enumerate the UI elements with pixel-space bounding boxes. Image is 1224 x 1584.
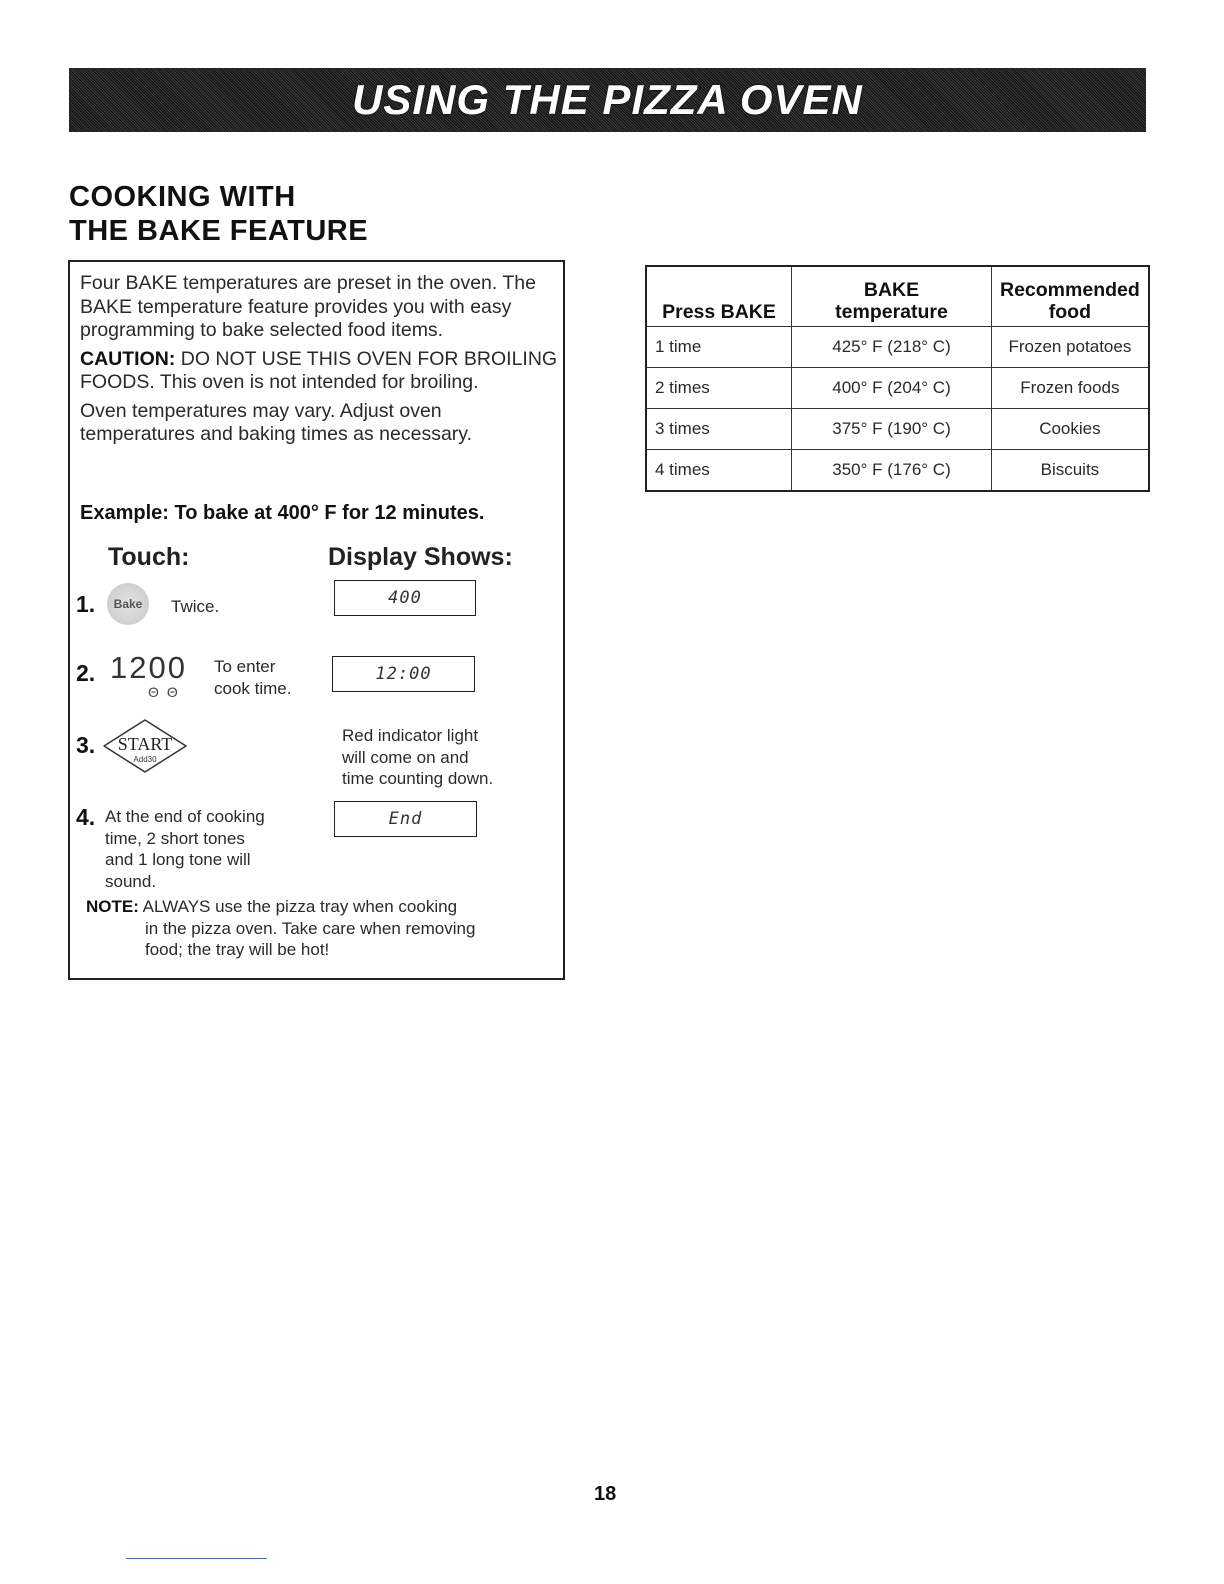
display-step-1: 400 <box>334 580 476 616</box>
cell-temp: 350° F (176° C) <box>792 450 992 492</box>
caution-text: DO NOT USE THIS OVEN FOR BROILING FOODS. This oven is not intended for broiling. <box>80 347 558 393</box>
header-temp-line1: BAKE <box>863 279 920 301</box>
step-2-text <box>214 656 291 699</box>
step-4-number: 4. <box>76 804 96 830</box>
table-row <box>646 450 1149 492</box>
cell-food: Biscuits <box>992 450 1149 492</box>
cell-press: 2 times <box>646 368 792 409</box>
step-1-text: Twice. <box>171 597 220 616</box>
display-step-2: 12:00 <box>332 656 475 692</box>
cell-press: 3 times <box>646 409 792 450</box>
footer-rule <box>126 1558 267 1559</box>
cell-food: Frozen potatoes <box>992 327 1149 368</box>
step-2-text-line1: To enter <box>214 657 276 676</box>
bake-button-icon <box>107 583 149 625</box>
number-keys: 1200 <box>110 650 187 685</box>
section-title-line2: THE BAKE FEATURE <box>69 215 369 247</box>
bake-button-label: Bake <box>113 597 143 611</box>
note-line1 <box>86 896 556 918</box>
cell-temp: 400° F (204° C) <box>792 368 992 409</box>
note-text <box>86 896 556 961</box>
cell-press: 4 times <box>646 450 792 492</box>
table-row <box>646 327 1149 368</box>
step-1-number: 1. <box>76 591 96 617</box>
touch-column-heading: Touch: <box>108 543 190 571</box>
cell-temp: 375° F (190° C) <box>792 409 992 450</box>
step-3-text-line2: will come on and <box>342 747 469 767</box>
cell-temp: 425° F (218° C) <box>792 327 992 368</box>
note-line2: in the pizza oven. Take care when removing <box>145 918 476 938</box>
note-line1-text: ALWAYS use the pizza tray when cooking <box>138 897 458 916</box>
start-button-icon <box>100 718 190 774</box>
note-line3: food; the tray will be hot! <box>145 940 330 959</box>
step-4-text-line1: At the end of cooking <box>105 807 265 826</box>
header-press-bake: Press BAKE <box>646 266 792 327</box>
table-header-row <box>646 266 1149 327</box>
step-4-text-line2: time, 2 short tones <box>105 828 245 848</box>
note-label: NOTE: <box>86 897 139 916</box>
page-banner <box>69 68 1146 132</box>
cell-press: 1 time <box>646 327 792 368</box>
table-row <box>646 409 1149 450</box>
step-2-number: 2. <box>76 660 96 686</box>
start-button-sublabel: Add30 <box>133 755 157 764</box>
step-4-text-line3: and 1 long tone will <box>105 850 251 869</box>
header-food-line2: food <box>1048 301 1092 323</box>
section-title <box>69 180 368 248</box>
header-temp-line2: temperature <box>835 301 948 323</box>
example-heading: Example: To bake at 400° F for 12 minutes. <box>80 502 485 524</box>
section-title-line1: COOKING WITH <box>69 181 296 213</box>
intro-text <box>80 272 560 452</box>
header-recommended-food <box>992 266 1149 327</box>
step-4-text-line4: sound. <box>105 871 157 891</box>
step-3-text-line3: time counting down. <box>342 769 494 788</box>
table-row <box>646 368 1149 409</box>
cell-food: Frozen foods <box>992 368 1149 409</box>
start-button-label: START <box>117 734 173 754</box>
step-4-text <box>105 806 265 892</box>
caution-paragraph <box>80 348 560 395</box>
header-food-line1: Recommended <box>1000 279 1140 301</box>
header-bake-temperature <box>792 266 992 327</box>
bake-temperature-table <box>645 265 1150 492</box>
temperature-note: Oven temperatures may vary. Adjust oven temperatures and baking times as necessary. <box>80 399 472 445</box>
step-2-text-line2: cook time. <box>214 678 292 698</box>
zero-key-marks: ΘΘ <box>148 684 186 700</box>
display-step-4: End <box>334 801 477 837</box>
step-3-number: 3. <box>76 732 96 758</box>
step-3-text <box>342 725 493 790</box>
display-column-heading: Display Shows: <box>328 543 513 571</box>
banner-title: USING THE PIZZA OVEN <box>352 76 863 123</box>
intro-paragraph: Four BAKE temperatures are preset in the oven. The BAKE temperature feature provides you with easy programming to bake selected food items. <box>80 272 536 341</box>
page-number: 18 <box>594 1483 617 1505</box>
cell-food: Cookies <box>992 409 1149 450</box>
step-3-text-line1: Red indicator light <box>342 726 479 745</box>
caution-label: CAUTION: <box>80 347 176 370</box>
